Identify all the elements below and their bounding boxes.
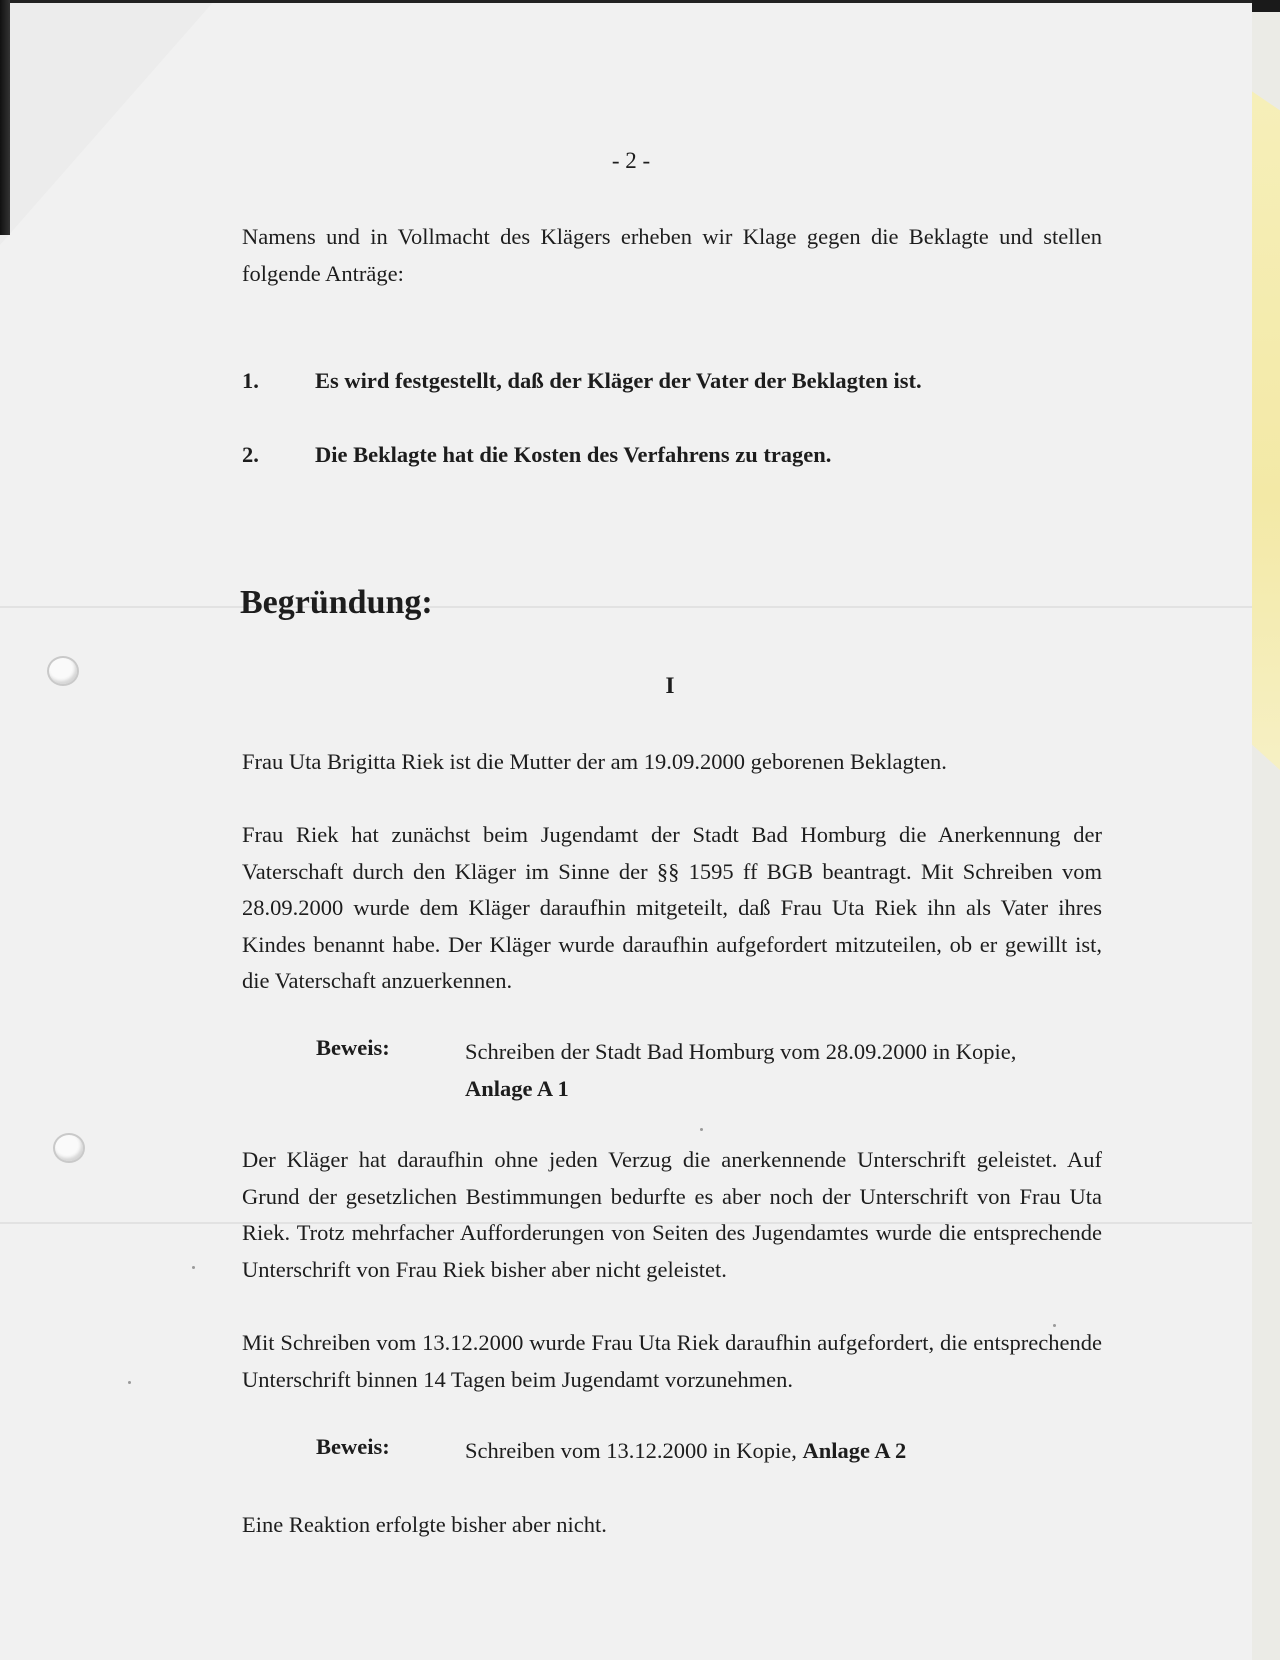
body-paragraph: Frau Uta Brigitta Riek ist die Mutter der am 19.09.2000 geborenen Beklagten. [242, 749, 947, 774]
scan-speck [192, 1266, 195, 1269]
scan-border [0, 0, 1280, 3]
folded-corner [0, 0, 215, 245]
intro-paragraph: Namens und in Vollmacht des Klägers erheben wir Klage gegen die Beklagte und stellen folgende Anträge: [242, 224, 1102, 286]
antrag-text: Die Beklagte hat die Kosten des Verfahrens zu tragen. [315, 442, 832, 467]
beweis-description: Schreiben vom 13.12.2000 in Kopie, [465, 1438, 797, 1463]
paper-fold-line [0, 606, 1252, 608]
antrag-number: 2. [242, 442, 259, 467]
punch-hole [53, 1133, 85, 1163]
scan-speck [128, 1381, 131, 1384]
scan-speck [700, 1128, 703, 1131]
beweis-description: Schreiben der Stadt Bad Homburg vom 28.09.2000 in Kopie, [465, 1039, 1017, 1064]
beweis-label: Beweis: [316, 1434, 390, 1459]
antrag-text: Es wird festgestellt, daß der Kläger der Vater der Beklagten ist. [315, 368, 922, 393]
beweis-text [465, 1034, 1105, 1107]
body-paragraph: Der Kläger hat daraufhin ohne jeden Verzug die anerkennende Unterschrift geleistet. Auf Grund der gesetzlichen Bestimmungen bedurfte es aber noch der Unterschrift von Frau Uta Riek. Trotz mehrfacher Aufforderungen von Seiten des Jugendamtes wurde die entsprechende Unterschrift von Frau Riek bisher aber nicht geleistet. [242, 1147, 1102, 1282]
body-paragraph: Mit Schreiben vom 13.12.2000 wurde Frau Uta Riek daraufhin aufgefordert, die entsprechende Unterschrift binnen 14 Tagen beim Jugendamt vorzunehmen. [242, 1330, 1102, 1392]
body-paragraph: Frau Riek hat zunächst beim Jugendamt der Stadt Bad Homburg die Anerkennung der Vaterschaft durch den Kläger im Sinne der §§ 1595 ff BGB beantragt. Mit Schreiben vom 28.09.2000 wurde dem Kläger daraufhin mitgeteilt, daß Frau Uta Riek ihn als Vater ihres Kindes benannt habe. Der Kläger wurde daraufhin aufgefordert mitzuteilen, ob er gewillt ist, die Vaterschaft anzuerkennen. [242, 822, 1102, 993]
anlage-reference: Anlage A 1 [465, 1075, 569, 1101]
scan-border [1252, 0, 1280, 12]
section-numeral: I [665, 673, 675, 698]
anlage-reference: Anlage A 2 [802, 1438, 907, 1463]
page-number: - 2 - [611, 148, 651, 173]
underlying-yellow-sheet [1250, 90, 1280, 770]
body-paragraph: Eine Reaktion erfolgte bisher aber nicht. [242, 1512, 607, 1537]
scan-border [0, 0, 10, 235]
beweis-text [465, 1433, 1105, 1470]
antrag-number: 1. [242, 368, 259, 393]
beweis-label: Beweis: [316, 1035, 390, 1060]
section-heading: Begründung: [240, 584, 433, 621]
